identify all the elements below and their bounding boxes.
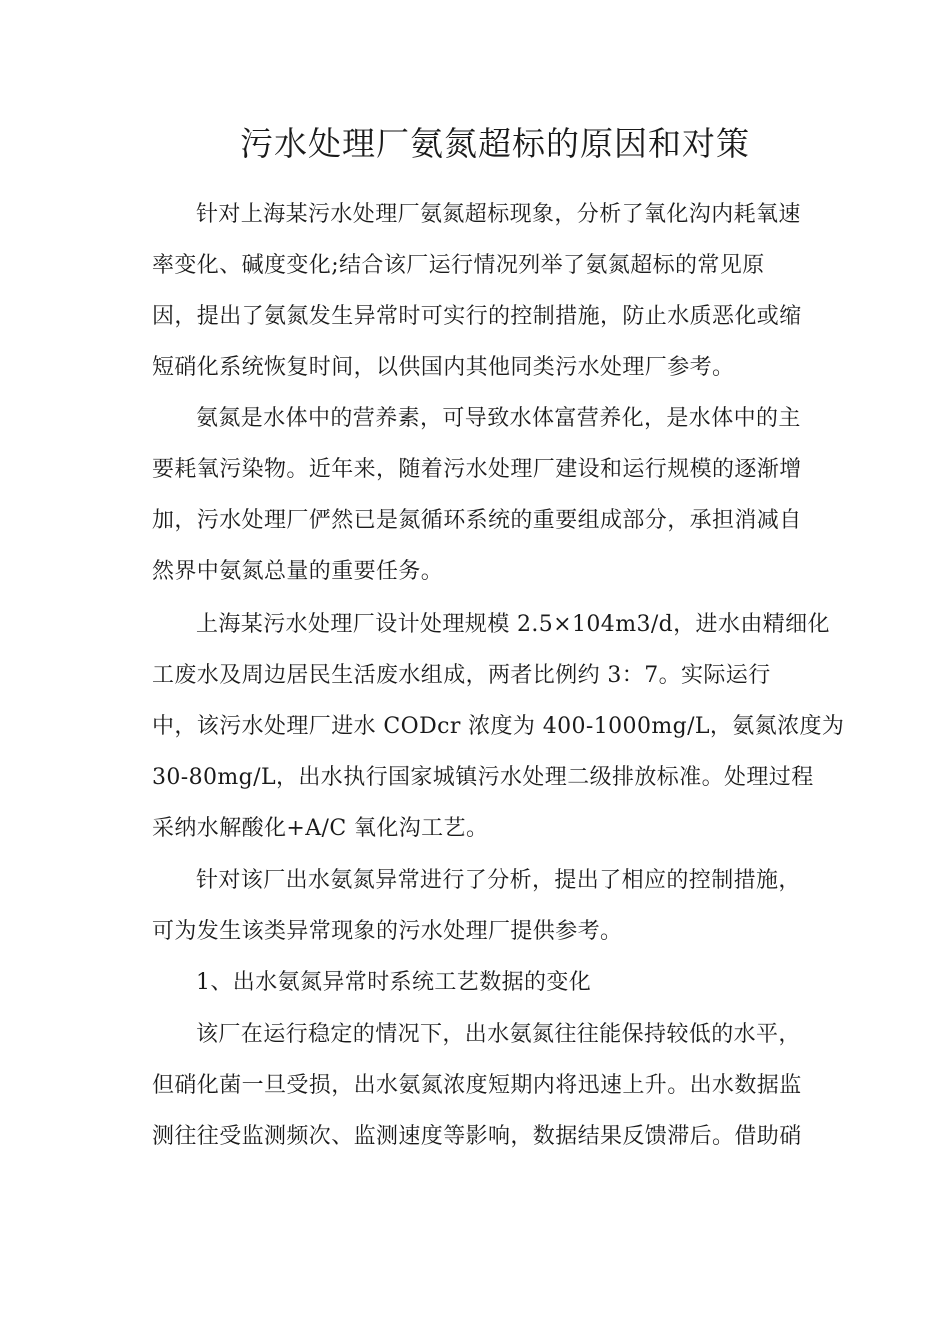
paragraph-3-line-2: 工废水及周边居民生活废水组成，两者比例约 3：7。实际运行 <box>152 663 771 688</box>
paragraph-2-line-2: 要耗氧污染物。近年来，随着污水处理厂建设和运行规模的逐渐增 <box>152 457 802 482</box>
paragraph-1-line-4: 短硝化系统恢复时间，以供国内其他同类污水处理厂参考。 <box>152 355 735 380</box>
paragraph-1-line-2: 率变化、碱度变化;结合该厂运行情况列举了氨氮超标的常见原 <box>152 253 765 278</box>
paragraph-2-line-3: 加，污水处理厂俨然已是氮循环系统的重要组成部分，承担消减自 <box>152 508 802 533</box>
paragraph-2-line-4: 然界中氨氮总量的重要任务。 <box>152 559 444 584</box>
paragraph-5-line-1: 该厂在运行稳定的情况下，出水氨氮往往能保持较低的水平， <box>196 1022 801 1047</box>
paragraph-4-line-2: 可为发生该类异常现象的污水处理厂提供参考。 <box>152 919 623 944</box>
paragraph-5-line-2: 但硝化菌一旦受损，出水氨氮浓度短期内将迅速上升。出水数据监 <box>152 1073 802 1098</box>
paragraph-1-line-3: 因，提出了氨氮发生异常时可实行的控制措施，防止水质恶化或缩 <box>152 304 802 329</box>
paragraph-5-line-3: 测往往受监测频次、监测速度等影响，数据结果反馈滞后。借助硝 <box>152 1124 802 1149</box>
paragraph-1-line-1: 针对上海某污水处理厂氨氮超标现象，分析了氧化沟内耗氧速 <box>196 202 801 227</box>
paragraph-3-line-5: 采纳水解酸化+A/C 氧化沟工艺。 <box>152 816 489 841</box>
paragraph-4-line-1: 针对该厂出水氨氮异常进行了分析，提出了相应的控制措施， <box>196 868 801 893</box>
paragraph-2-line-1: 氨氮是水体中的营养素，可导致水体富营养化，是水体中的主 <box>196 406 801 431</box>
paragraph-3-line-1: 上海某污水处理厂设计处理规模 2.5×104m3/d，进水由精细化 <box>196 612 830 637</box>
document-title: 污水处理厂氨氮超标的原因和对策 <box>240 124 750 163</box>
paragraph-3-line-3: 中，该污水处理厂进水 CODcr 浓度为 400-1000mg/L，氨氮浓度为 <box>152 714 845 739</box>
section-heading-1: 1、出水氨氮异常时系统工艺数据的变化 <box>196 970 592 995</box>
paragraph-3-line-4: 30-80mg/L，出水执行国家城镇污水处理二级排放标准。处理过程 <box>152 765 814 790</box>
